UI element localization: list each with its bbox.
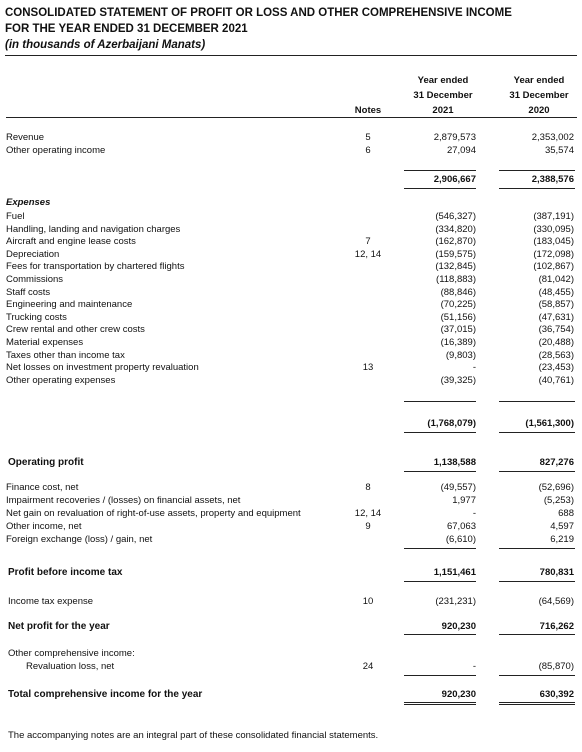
row-value-2021: (37,015) <box>440 324 476 336</box>
row-value-2021: (162,870) <box>435 236 476 248</box>
row-value-2020: (102,867) <box>533 261 574 273</box>
rule <box>404 581 476 582</box>
row-value-2021: 67,063 <box>446 521 476 532</box>
row-value-2021: 1,977 <box>452 495 476 506</box>
row-value-2020: (81,042) <box>538 274 574 285</box>
row-label: Taxes other than income tax <box>6 349 125 361</box>
total-expenses-2021: (1,768,079) <box>427 418 476 429</box>
rule <box>499 548 575 549</box>
row-value-2021: (6,610) <box>445 534 476 545</box>
rule <box>404 704 476 705</box>
rule <box>499 634 575 635</box>
total-comprehensive-2021: 920,230 <box>441 689 476 700</box>
row-value-2021: (49,557) <box>440 482 476 493</box>
row-value-2020: 2,353,002 <box>531 132 574 143</box>
row-label: Other operating expenses <box>6 374 116 386</box>
row-note: 9 <box>365 521 371 532</box>
column-2021-header: Year ended 31 December 2021 <box>413 75 473 116</box>
rule <box>499 471 575 472</box>
notes-header: Notes <box>354 105 382 116</box>
statement-period: FOR THE YEAR ENDED 31 DECEMBER 2021 <box>5 23 248 35</box>
row-value-2020: 35,574 <box>544 145 574 156</box>
row-value-2020: (172,098) <box>533 248 574 260</box>
rule <box>404 432 476 433</box>
rule <box>404 170 476 171</box>
row-value-2020: (23,453) <box>538 362 574 374</box>
row-label: Material expenses <box>6 337 84 348</box>
row-label: Net gain on revaluation of right-of-use assets, property and equipment <box>6 508 301 519</box>
row-value-2020: 688 <box>558 508 574 519</box>
row-note: 5 <box>365 132 371 143</box>
rule <box>499 675 575 676</box>
row-value-2020: (183,045) <box>533 236 574 248</box>
rule <box>499 170 575 171</box>
row-note: 12, 14 <box>354 248 382 260</box>
net-profit-2021: 920,230 <box>441 621 476 632</box>
total-income-2020: 2,388,576 <box>531 174 574 185</box>
row-label: Commissions <box>6 274 64 285</box>
profit-before-tax-2020: 780,831 <box>539 567 574 578</box>
rule <box>499 432 575 433</box>
rule <box>404 188 476 189</box>
row-label: Aircraft and engine lease costs <box>6 236 136 248</box>
income-tax-label: Income tax expense <box>8 596 94 607</box>
operating-profit-2021: 1,138,588 <box>433 457 476 468</box>
row-label: Crew rental and other crew costs <box>6 324 145 336</box>
row-value-2021: 27,094 <box>446 145 476 156</box>
row-value-2020: (20,488) <box>538 337 574 348</box>
row-label: Impairment recoveries / (losses) on financial assets, net <box>6 495 241 506</box>
rule <box>404 471 476 472</box>
revaluation-loss-2020: (85,870) <box>538 661 574 672</box>
row-value-2020: (47,631) <box>538 311 574 323</box>
rule <box>499 581 575 582</box>
row-value-2021: - <box>472 508 476 519</box>
net-profit-label: Net profit for the year <box>8 621 110 632</box>
revaluation-loss-2021: - <box>472 661 476 672</box>
income-tax-2021: (231,231) <box>435 596 476 607</box>
net-profit-2020: 716,262 <box>539 621 574 632</box>
row-value-2020: (5,253) <box>543 495 574 506</box>
row-label: Net losses on investment property revaluation <box>6 362 199 374</box>
rule <box>499 188 575 189</box>
column-header-rule <box>6 117 577 118</box>
rule <box>404 634 476 635</box>
row-note: 7 <box>365 236 371 248</box>
row-note: 6 <box>365 145 371 156</box>
row-value-2021: (39,325) <box>440 374 476 386</box>
rule <box>404 675 476 676</box>
income-tax-note: 10 <box>362 596 374 607</box>
rule <box>499 702 575 703</box>
row-value-2020: (387,191) <box>533 211 574 222</box>
total-expenses-2020: (1,561,300) <box>525 418 574 429</box>
row-value-2020: 4,597 <box>550 521 574 532</box>
row-value-2021: (334,820) <box>435 223 476 235</box>
row-label: Revenue <box>6 132 45 143</box>
revaluation-loss-label: Revaluation loss, net <box>26 661 115 672</box>
row-value-2021: (132,845) <box>435 261 476 273</box>
row-label: Other operating income <box>6 145 106 156</box>
row-label: Engineering and maintenance <box>6 299 133 311</box>
row-label: Trucking costs <box>6 311 67 323</box>
expenses-heading: Expenses <box>6 197 51 208</box>
rule <box>499 401 575 402</box>
row-value-2020: (36,754) <box>538 324 574 336</box>
row-label: Staff costs <box>6 286 51 298</box>
revaluation-loss-note: 24 <box>362 661 374 672</box>
row-value-2021: (70,225) <box>440 299 476 311</box>
rule <box>499 704 575 705</box>
row-value-2020: 6,219 <box>550 534 574 545</box>
row-value-2020: (48,455) <box>538 286 574 298</box>
row-label: Fuel <box>6 211 25 222</box>
operating-profit-2020: 827,276 <box>539 457 574 468</box>
row-value-2021: (16,389) <box>440 337 476 348</box>
row-label: Handling, landing and navigation charges <box>6 223 181 235</box>
oci-heading: Other comprehensive income: <box>8 648 135 659</box>
rule <box>404 702 476 703</box>
row-value-2021: (88,846) <box>440 286 476 298</box>
row-note: 8 <box>365 482 371 493</box>
row-value-2021: (118,883) <box>436 274 476 285</box>
column-2020-header: Year ended 31 December 2020 <box>509 75 569 116</box>
statement-title: CONSOLIDATED STATEMENT OF PROFIT OR LOSS AND OTHER COMPREHENSIVE INCOME <box>5 7 512 19</box>
row-value-2020: (28,563) <box>538 349 574 361</box>
row-value-2021: (9,803) <box>445 349 476 361</box>
total-comprehensive-label: Total comprehensive income for the year <box>8 689 203 700</box>
statement-currency: (in thousands of Azerbaijani Manats) <box>5 39 206 51</box>
rule <box>404 401 476 402</box>
footer-note: The accompanying notes are an integral part of these consolidated financial statements. <box>8 730 379 741</box>
row-value-2021: (159,575) <box>435 248 476 260</box>
header-rule <box>5 55 577 56</box>
row-value-2021: 2,879,573 <box>433 132 476 143</box>
total-income-2021: 2,906,667 <box>433 174 476 185</box>
row-label: Depreciation <box>6 248 60 260</box>
operating-profit-label: Operating profit <box>8 457 84 468</box>
row-note: 12, 14 <box>354 508 382 519</box>
row-label: Other income, net <box>6 521 82 532</box>
row-label: Finance cost, net <box>6 482 79 493</box>
row-value-2021: (51,156) <box>440 311 476 323</box>
income-tax-2020: (64,569) <box>538 596 574 607</box>
rule <box>404 548 476 549</box>
row-value-2021: (546,327) <box>435 211 476 222</box>
profit-before-tax-2021: 1,151,461 <box>433 567 476 578</box>
row-label: Fees for transportation by chartered flights <box>6 261 185 273</box>
total-comprehensive-2020: 630,392 <box>539 689 574 700</box>
row-value-2020: (58,857) <box>538 299 574 311</box>
row-value-2020: (40,761) <box>538 374 574 386</box>
row-label: Foreign exchange (loss) / gain, net <box>6 534 153 545</box>
row-note: 13 <box>362 362 374 374</box>
row-value-2021: - <box>472 362 476 374</box>
profit-before-tax-label: Profit before income tax <box>8 567 123 578</box>
row-value-2020: (330,095) <box>533 223 574 235</box>
row-value-2020: (52,696) <box>538 482 574 493</box>
